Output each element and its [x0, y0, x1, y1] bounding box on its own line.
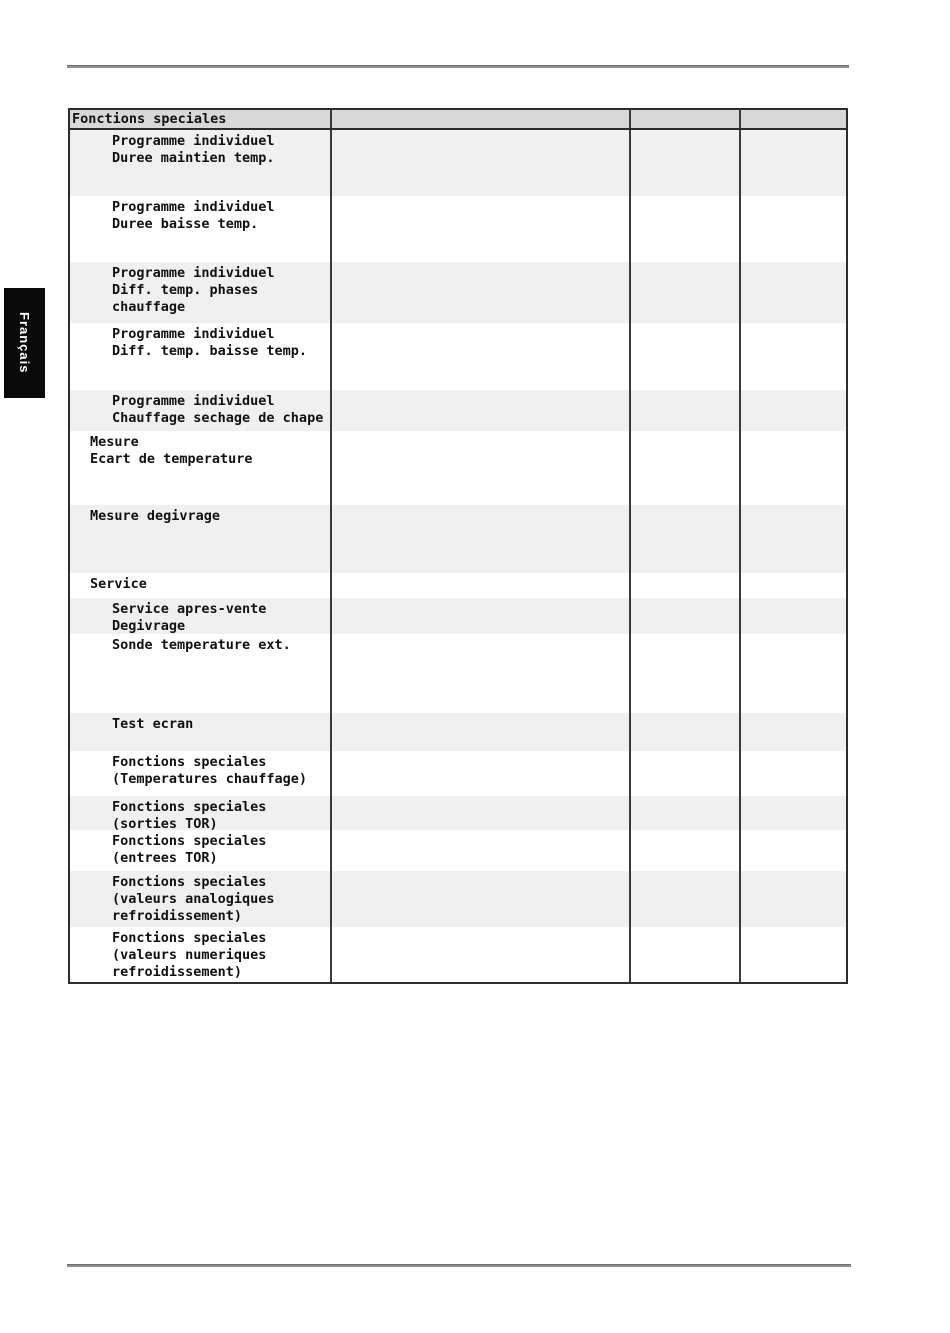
row-value-cell [330, 830, 629, 871]
row-value-cell [629, 130, 739, 196]
row-value-cell [629, 751, 739, 796]
row-value-cell [739, 130, 846, 196]
row-label: Programme individuel Chauffage sechage de chape [112, 393, 324, 426]
row-label: Fonctions speciales (entrees TOR) [112, 833, 267, 866]
row-value-cell [739, 323, 846, 390]
row-value-cell [330, 634, 629, 713]
row-value-cell [330, 751, 629, 796]
row-value-cell [629, 431, 739, 505]
row-value-cell [330, 505, 629, 573]
row-value-cell [629, 871, 739, 927]
row-value-cell [739, 573, 846, 598]
row-value-cell [330, 390, 629, 431]
row-label: Service [90, 576, 147, 592]
table-header-cell [330, 110, 629, 128]
row-label: Programme individuel Duree baisse temp. [112, 199, 275, 232]
bottom-rule [67, 1264, 851, 1267]
row-label: Test ecran [112, 716, 194, 732]
row-value-cell [330, 598, 629, 634]
row-label: Fonctions speciales (valeurs numeriques refroidissement) [112, 930, 267, 980]
row-value-cell [739, 505, 846, 573]
language-tab [4, 288, 45, 398]
table-header-title: Fonctions speciales [72, 111, 227, 127]
row-label: Programme individuel Diff. temp. phases chauffage [112, 265, 275, 315]
row-value-cell [629, 598, 739, 634]
row-value-cell [330, 713, 629, 751]
row-value-cell [629, 505, 739, 573]
row-value-cell [739, 598, 846, 634]
row-value-cell [739, 927, 846, 982]
row-value-cell [629, 390, 739, 431]
table-row [70, 830, 846, 871]
row-value-cell [330, 130, 629, 196]
row-label: Programme individuel Duree maintien temp. [112, 133, 275, 166]
row-value-cell [629, 262, 739, 323]
table-row [70, 130, 846, 196]
table-row [70, 796, 846, 830]
row-value-cell [330, 196, 629, 262]
table-row [70, 927, 846, 982]
row-value-cell [739, 262, 846, 323]
language-tab-label: Français [17, 312, 32, 374]
table-row [70, 196, 846, 262]
top-rule [67, 65, 849, 68]
table-row [70, 390, 846, 431]
row-value-cell [739, 713, 846, 751]
row-value-cell [330, 431, 629, 505]
row-label: Fonctions speciales (sorties TOR) [112, 799, 267, 830]
row-value-cell [330, 796, 629, 830]
table-row [70, 431, 846, 505]
row-value-cell [629, 196, 739, 262]
table-row [70, 323, 846, 390]
table-row [70, 505, 846, 573]
table-row [70, 871, 846, 927]
row-value-cell [330, 871, 629, 927]
table-header-cell [629, 110, 739, 128]
table-row [70, 598, 846, 634]
row-value-cell [330, 262, 629, 323]
row-value-cell [739, 871, 846, 927]
table-row [70, 573, 846, 598]
table-row [70, 634, 846, 713]
row-label: Sonde temperature ext. [112, 637, 291, 653]
row-label: Service apres-vente Degivrage [112, 601, 267, 634]
row-label: Mesure Ecart de temperature [90, 434, 253, 467]
row-value-cell [739, 390, 846, 431]
row-value-cell [330, 323, 629, 390]
row-label: Programme individuel Diff. temp. baisse temp. [112, 326, 308, 359]
row-value-cell [739, 431, 846, 505]
row-label: Mesure degivrage [90, 508, 221, 524]
row-value-cell [330, 927, 629, 982]
row-value-cell [739, 196, 846, 262]
row-value-cell [739, 796, 846, 830]
table-row [70, 713, 846, 751]
row-label: Fonctions speciales (valeurs analogiques refroidissement) [112, 874, 275, 924]
table-row [70, 262, 846, 323]
row-label: Fonctions speciales (Temperatures chauffage) [112, 754, 308, 787]
row-value-cell [629, 713, 739, 751]
row-value-cell [629, 927, 739, 982]
table-header-row [70, 110, 846, 130]
row-value-cell [629, 323, 739, 390]
row-value-cell [629, 634, 739, 713]
table-row [70, 751, 846, 796]
row-value-cell [330, 573, 629, 598]
row-value-cell [739, 634, 846, 713]
row-value-cell [739, 751, 846, 796]
row-value-cell [739, 830, 846, 871]
row-value-cell [629, 796, 739, 830]
table-header-cell [739, 110, 846, 128]
row-value-cell [629, 830, 739, 871]
table-body [70, 130, 846, 982]
special-functions-table [68, 108, 848, 984]
row-value-cell [629, 573, 739, 598]
